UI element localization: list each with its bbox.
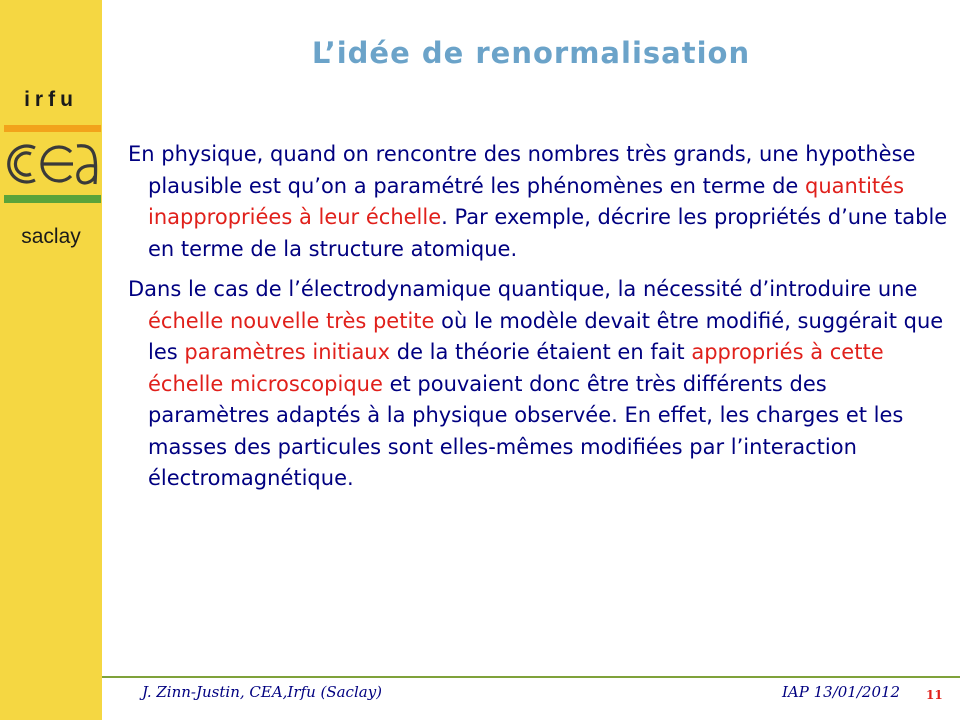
green-divider [4, 195, 101, 203]
footer-event: IAP 13/01/2012 [782, 683, 901, 701]
page-number: 11 [926, 688, 943, 702]
segment: et pouvaient donc être très différents des paramètres adaptés à la physique observée. En effet, les charges et les masses des particules sont elles-mêmes modifiées par l’interaction électromagnétique. [148, 371, 904, 490]
highlight-segment: paramètres initiaux [184, 340, 391, 364]
slide-body [128, 139, 948, 504]
paragraph-2 [128, 274, 948, 495]
highlight-segment: appropriés à cette échelle microscopique [148, 340, 884, 396]
orange-divider [4, 125, 101, 132]
highlight-segment: échelle nouvelle très petite [148, 308, 435, 333]
sidebar [0, 0, 102, 720]
segment: En physique, quand on rencontre des nombres très grands, une hypothèse plausible est qu’on a paramétré les phénomènes en terme de [128, 142, 916, 198]
segment: . Par exemple, décrire les propriétés d’une table en terme de la structure atomique. [148, 205, 948, 261]
segment: où le modèle devait être modifié, suggérait que les [148, 308, 944, 364]
irfu-label: irfu [24, 88, 78, 111]
segment: Dans le cas de l’électrodynamique quantique, la nécessité d’introduire une [128, 277, 918, 301]
highlight-segment: quantités inappropriées à leur échelle [148, 173, 905, 229]
footer-author: J. Zinn-Justin, CEA,Irfu (Saclay) [142, 683, 383, 701]
saclay-label: saclay [21, 225, 81, 248]
segment: de la théorie étaient en fait [390, 340, 692, 364]
cea-logo [5, 136, 99, 192]
footer-divider [102, 676, 960, 678]
paragraph-1 [128, 139, 948, 265]
slide-title: L’idée de renormalisation [311, 36, 751, 70]
